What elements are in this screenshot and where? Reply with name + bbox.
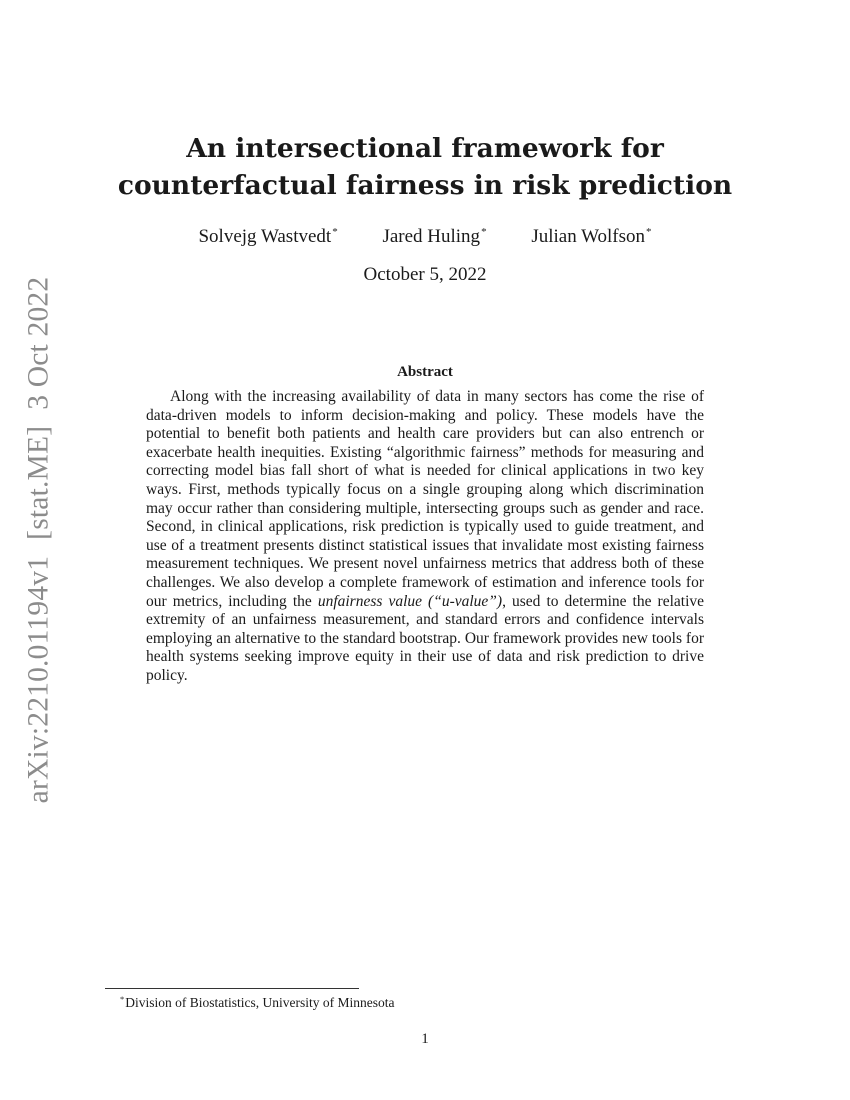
footnote-mark: * bbox=[120, 994, 125, 1004]
title-line-1: An intersectional framework for bbox=[186, 133, 664, 164]
author-list bbox=[0, 226, 850, 248]
author-name: Julian Wolfson bbox=[531, 226, 646, 247]
title-line-2: counterfactual fairness in risk prediction bbox=[117, 170, 733, 201]
author bbox=[382, 226, 486, 248]
footnote-text: Division of Biostatistics, University of Minnesota bbox=[125, 995, 395, 1010]
footnote-rule bbox=[105, 988, 359, 989]
abstract-body bbox=[146, 388, 704, 686]
page-number: 1 bbox=[421, 1031, 429, 1047]
abstract-text-end: , used to determine the relative extremity of an unfairness measurement, and standard errors and confidence intervals employing an alternative to the standard bootstrap. Our framework provides new tools for health systems seeking improve equity in their use of data and risk prediction to drive policy. bbox=[146, 592, 705, 684]
paper-title bbox=[0, 130, 850, 204]
author-affiliation-mark: * bbox=[332, 226, 338, 238]
author bbox=[531, 226, 651, 248]
author-name: Solvejg Wastvedt bbox=[198, 226, 332, 247]
arxiv-stamp bbox=[23, 277, 56, 804]
abstract-heading: Abstract bbox=[397, 364, 453, 380]
author bbox=[198, 226, 337, 248]
author-name: Jared Huling bbox=[382, 226, 481, 247]
abstract-text-start: Along with the increasing availability of data in many sectors has come the rise of data-driven models to inform decision-making and policy. These models have the potential to benefit both patients and health care providers but can also entrench or exacerbate health inequities. Existing “algorithmic fairness” methods for measuring and correcting model bias fall short of what is needed for clinical applications in two key ways. First, methods typically focus on a single grouping along which discrimination may occur rather than considering multiple, intersecting groups such as gender and race. Second, in clinical applications, risk prediction is typically used to guide treatment, and use of a treatment presents distinct statistical issues that invalidate most existing fairness measurement techniques. We present novel unfairness metrics that address both of these challenges. We also develop a complete framework of estimation and inference tools for our metrics, including the bbox=[146, 388, 704, 610]
paper-date: October 5, 2022 bbox=[363, 264, 487, 285]
footnote bbox=[120, 990, 395, 1012]
abstract-emphasis: unfairness value (“u-value”) bbox=[317, 592, 503, 610]
author-affiliation-mark: * bbox=[646, 226, 652, 238]
arxiv-category: [stat.ME] bbox=[22, 425, 55, 540]
arxiv-identifier: arXiv:2210.01194v1 bbox=[22, 555, 55, 804]
arxiv-date: 3 Oct 2022 bbox=[22, 276, 55, 410]
author-affiliation-mark: * bbox=[481, 226, 487, 238]
